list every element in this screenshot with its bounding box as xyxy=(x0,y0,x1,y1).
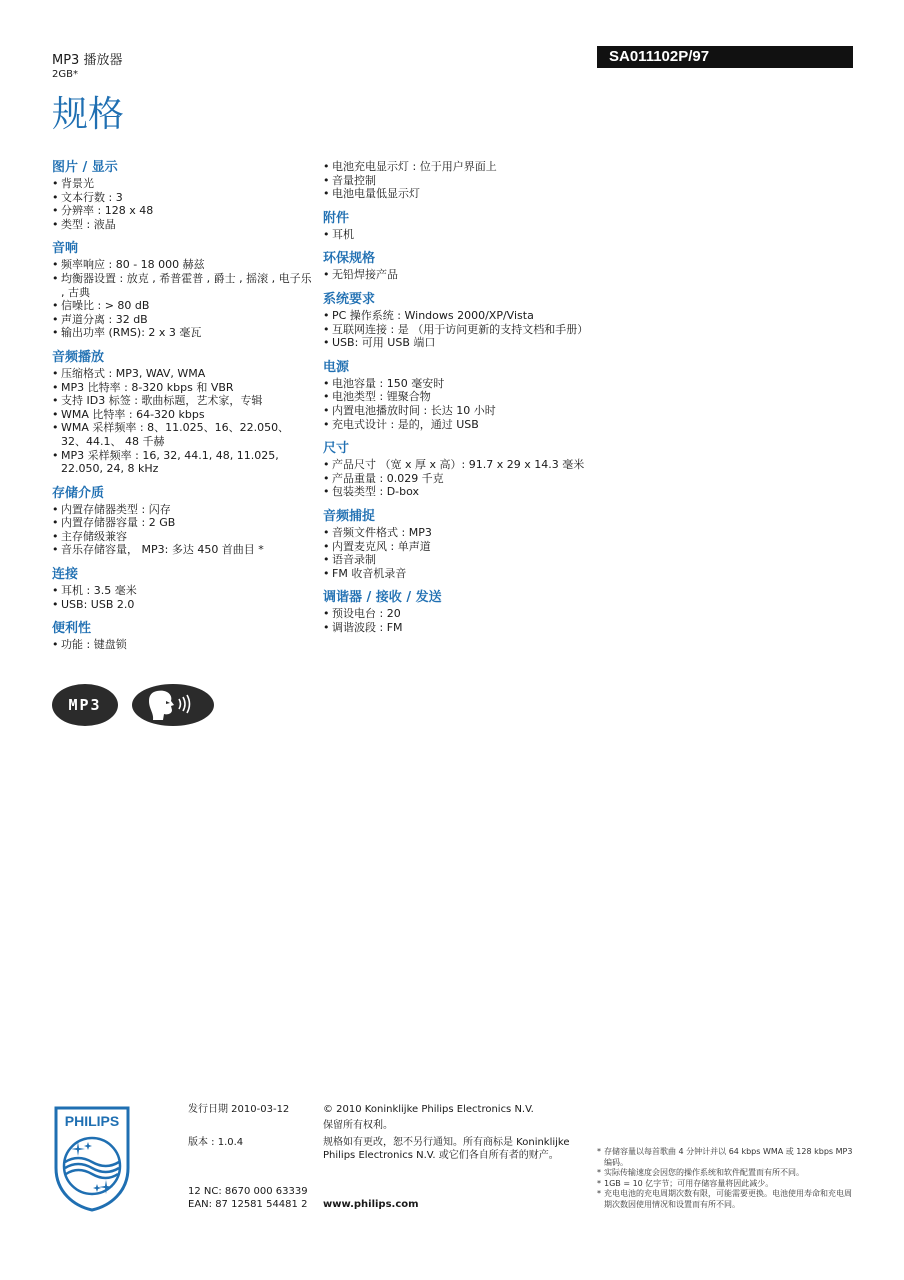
spec-item: • PC 操作系统 : Windows 2000/XP/Vista xyxy=(323,309,585,323)
nc-code: 12 NC: 8670 000 63339 xyxy=(188,1186,308,1197)
spec-item: • 耳机 : 3.5 毫米 xyxy=(52,584,314,598)
spec-item: • 电池容量 : 150 毫安时 xyxy=(323,377,585,391)
feature-badges xyxy=(52,684,214,726)
spec-item: • 支持 ID3 标签 : 歌曲标题，艺术家，专辑 xyxy=(52,394,314,408)
spec-item: • 充电式设计 : 是的，通过 USB xyxy=(323,418,585,432)
spec-section xyxy=(52,567,314,611)
section-title: 环保规格 xyxy=(323,251,376,267)
spec-item: • 文本行数 : 3 xyxy=(52,191,314,205)
spec-item: • 音频文件格式 : MP3 xyxy=(323,526,585,540)
section-title: 音频捕捉 xyxy=(323,508,376,524)
spec-item: • 主存储级兼容 xyxy=(52,530,314,544)
spec-item: • 背景光 xyxy=(52,177,314,191)
spec-item: • 声道分离 : 32 dB xyxy=(52,313,314,327)
spec-section xyxy=(323,291,589,350)
footnote: * 1GB = 10 亿字节；可用存储容量将因此减少。 xyxy=(597,1179,853,1190)
spec-list xyxy=(52,638,314,652)
spec-item: • MP3 采样频率 : 16, 32, 44.1, 48, 11.025, 22.050, 24, 8 kHz xyxy=(52,449,314,476)
spec-item: • WMA 比特率 : 64-320 kbps xyxy=(52,408,314,422)
spec-item: • 语音录制 xyxy=(323,553,585,567)
spec-item: • 内置存储器容量 : 2 GB xyxy=(52,516,314,530)
footnote: * 实际传输速度会因您的操作系统和软件配置而有所不同。 xyxy=(597,1168,853,1179)
section-title: 图片 / 显示 xyxy=(52,160,118,175)
spec-item: • MP3 比特率 : 8-320 kbps 和 VBR xyxy=(52,381,314,395)
spec-column-left xyxy=(52,160,314,662)
spec-section xyxy=(52,621,314,652)
spec-item: • 均衡器设置 : 放克 , 希普霍普 , 爵士 , 摇滚 , 电子乐 , 古典 xyxy=(52,272,314,299)
spec-item: • WMA 采样频率 : 8、11.025、16、22.050、32、44.1、 48 千赫 xyxy=(52,421,314,448)
product-name: MP3 播放器 xyxy=(52,53,123,68)
copyright: © 2010 Koninklijke Philips Electronics N.V. xyxy=(323,1104,534,1115)
spec-section xyxy=(323,509,585,580)
spec-list xyxy=(323,308,589,350)
voice-recording-glyph xyxy=(143,687,203,723)
spec-item: • 产品尺寸 （宽 x 厚 x 高）: 91.7 x 29 x 14.3 毫米 xyxy=(323,458,585,472)
spec-list xyxy=(323,526,585,580)
section-title: 尺寸 xyxy=(323,441,350,457)
spec-list xyxy=(323,377,585,431)
spec-item: • 产品重量 : 0.029 千克 xyxy=(323,472,585,486)
footnote: * 充电电池的充电周期次数有限，可能需要更换。电池使用寿命和充电周期次数因使用情况和设置而有所不同。 xyxy=(597,1189,853,1210)
rights-reserved: 保留所有权利。 xyxy=(323,1120,393,1131)
spec-item: • 分辨率 : 128 x 48 xyxy=(52,204,314,218)
page-title: 规格 xyxy=(52,94,125,135)
spec-item: • USB: 可用 USB 端口 xyxy=(323,336,585,350)
spec-list xyxy=(52,584,314,611)
trademark-notice: 规格如有更改，恕不另行通知。所有商标是 Koninklijke Philips Electronics N.V. 或它们各自所有者的财产。 xyxy=(323,1137,570,1161)
mp3-badge xyxy=(52,684,118,726)
spec-list xyxy=(52,258,314,340)
section-title: 附件 xyxy=(323,210,350,226)
spec-item: • 包装类型 : D-box xyxy=(323,485,585,499)
spec-item: • 输出功率 (RMS): 2 x 3 毫瓦 xyxy=(52,326,314,340)
section-title: 音频播放 xyxy=(52,349,105,365)
release-date: 发行日期 2010-03-12 xyxy=(188,1104,290,1115)
spec-item: • 电池电量低显示灯 xyxy=(323,187,585,201)
spec-section xyxy=(52,241,314,340)
philips-logo xyxy=(52,1104,132,1212)
spec-item: • 内置电池播放时间 : 长达 10 小时 xyxy=(323,404,585,418)
mp3-badge-label: MP3 xyxy=(68,696,102,714)
svg-text:PHILIPS: PHILIPS xyxy=(64,1113,120,1129)
spec-item: • 无铅焊接产品 xyxy=(323,268,585,282)
spec-item: • 调谐波段 : FM xyxy=(323,621,585,635)
voice-recording-icon xyxy=(132,684,214,726)
spec-item: • 频率响应 : 80 - 18 000 赫兹 xyxy=(52,258,314,272)
spec-item: • 内置麦克风 : 单声道 xyxy=(323,540,585,554)
spec-section xyxy=(323,251,585,282)
spec-section xyxy=(323,590,585,634)
ean-code: EAN: 87 12581 54481 2 xyxy=(188,1199,308,1210)
spec-item: • 互联网连接 : 是 （用于访问更新的支持文档和手册） xyxy=(323,323,585,337)
spec-item: • 压缩格式 : MP3, WAV, WMA xyxy=(52,367,314,381)
spec-list xyxy=(323,160,585,201)
model-number-bar: SA011102P/97 xyxy=(597,46,853,68)
spec-column-right xyxy=(323,160,589,644)
section-title: 连接 xyxy=(52,567,79,583)
section-title: 调谐器 / 接收 / 发送 xyxy=(323,590,442,606)
spec-item: • 信噪比 : > 80 dB xyxy=(52,299,314,313)
spec-list xyxy=(52,367,314,476)
spec-item: • 类型 : 液晶 xyxy=(52,218,314,232)
spec-section xyxy=(323,160,585,201)
spec-list xyxy=(323,228,585,242)
spec-list xyxy=(323,268,585,282)
footnotes xyxy=(597,1147,853,1210)
section-title: 电源 xyxy=(323,359,350,375)
website-link[interactable]: www.philips.com xyxy=(323,1199,419,1210)
spec-item: • 预设电台 : 20 xyxy=(323,607,585,621)
spec-list xyxy=(323,458,585,499)
spec-item: • 电池类型 : 锂聚合物 xyxy=(323,390,585,404)
spec-item: • 内置存储器类型 : 闪存 xyxy=(52,503,314,517)
section-title: 系统要求 xyxy=(323,291,376,307)
section-title: 便利性 xyxy=(52,621,92,637)
spec-list xyxy=(323,607,585,634)
spec-item: • 电池充电显示灯 : 位于用户界面上 xyxy=(323,160,585,174)
version: 版本 : 1.0.4 xyxy=(188,1137,244,1148)
spec-item: • 功能 : 键盘锁 xyxy=(52,638,314,652)
spec-item: • 音量控制 xyxy=(323,174,585,188)
spec-section xyxy=(52,160,314,231)
product-capacity: 2GB* xyxy=(52,69,78,80)
spec-section xyxy=(323,360,585,431)
spec-item: • USB: USB 2.0 xyxy=(52,598,314,612)
spec-section xyxy=(323,211,585,242)
spec-item: • 音乐存储容量， MP3: 多达 450 首曲目 * xyxy=(52,543,314,557)
footnote: * 存储容量以每首歌曲 4 分钟计并以 64 kbps WMA 或 128 kbps MP3 编码。 xyxy=(597,1147,853,1168)
spec-item: • FM 收音机录音 xyxy=(323,567,585,581)
section-title: 音响 xyxy=(52,241,79,257)
spec-section xyxy=(52,350,314,476)
section-title: 存储介质 xyxy=(52,485,105,501)
spec-section xyxy=(323,441,585,499)
spec-section xyxy=(52,486,314,557)
spec-list xyxy=(52,177,314,231)
spec-item: • 耳机 xyxy=(323,228,585,242)
spec-list xyxy=(52,503,314,557)
